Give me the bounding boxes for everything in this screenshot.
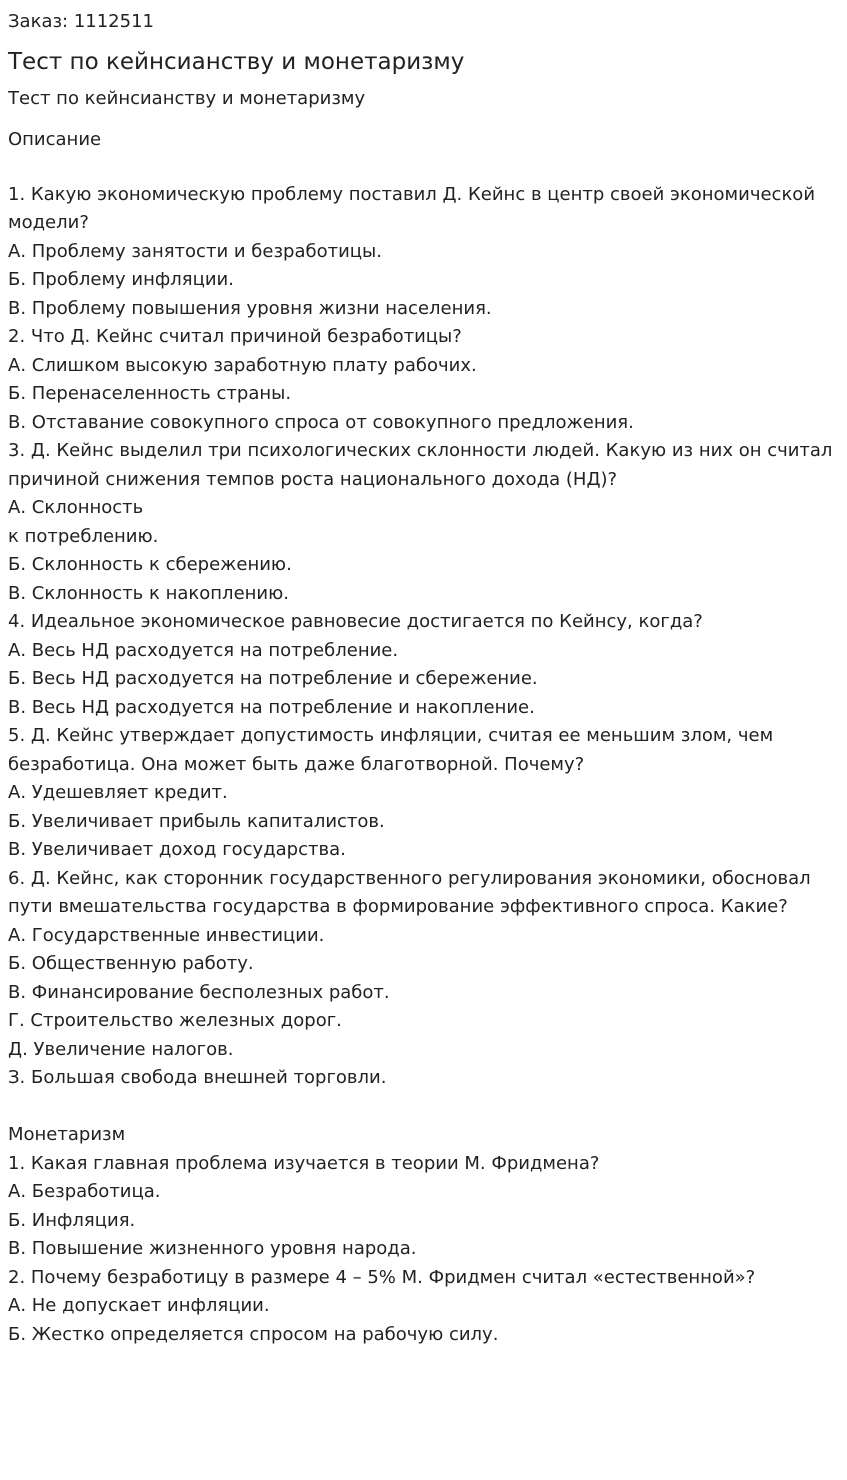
text-line: Б. Склонность к сбережению. — [8, 554, 292, 575]
text-line: В. Увеличивает доход государства. — [8, 839, 346, 860]
text-line: З. Большая свобода внешней торговли. — [8, 1067, 387, 1088]
text-line: В. Проблему повышения уровня жизни населения. — [8, 297, 492, 319]
text-line: 3. Д. Кейнс выделил три психологических склонности людей. Какую из них он считал причиной снижения темпов роста национального дохода (НД)? — [8, 440, 839, 490]
text-line: Б. Весь НД расходуется на потребление и сбережение. — [8, 668, 538, 689]
text-line: Д. Увеличение налогов. — [8, 1038, 234, 1060]
text-line: Б. Проблему инфляции. — [8, 269, 234, 290]
text-line: Б. Перенаселенность страны. — [8, 383, 292, 404]
text-line: А. Не допускает инфляции. — [8, 1295, 270, 1316]
text-line: Монетаризм — [8, 1124, 126, 1145]
text-line: Б. Увеличивает прибыль капиталистов. — [8, 810, 385, 832]
text-line: А. Склонность — [8, 497, 144, 518]
text-line: А. Безработица. — [8, 1181, 161, 1202]
text-line: В. Склонность к накоплению. — [8, 582, 289, 604]
text-line: 2. Почему безработицу в размере 4 – 5% М. Фридмен считал «естественной»? — [8, 1266, 756, 1288]
text-line: 4. Идеальное экономическое равновесие достигается по Кейнсу, когда? — [8, 611, 703, 632]
text-line: А. Государственные инвестиции. — [8, 924, 325, 946]
text-line: 1. Какую экономическую проблему поставил Д. Кейнс в центр своей экономической модели? — [8, 183, 821, 233]
text-line: к потреблению. — [8, 525, 159, 547]
text-line: А. Проблему занятости и безработицы. — [8, 240, 382, 262]
text-line: Б. Инфляция. — [8, 1209, 136, 1231]
text-line — [8, 152, 839, 181]
order-number: Заказ: 1112511 — [8, 11, 154, 32]
text-line — [8, 1093, 839, 1122]
text-line: В. Весь НД расходуется на потребление и накопление. — [8, 696, 535, 718]
text-line: 1. Какая главная проблема изучается в теории М. Фридмена? — [8, 1152, 600, 1174]
text-line: Б. Жестко определяется спросом на рабочую силу. — [8, 1323, 499, 1345]
text-line: А. Слишком высокую заработную плату рабочих. — [8, 354, 477, 376]
text-line: Г. Строительство железных дорог. — [8, 1010, 342, 1031]
subtitle: Тест по кейнсианству и монетаризму — [8, 88, 366, 109]
description-text — [8, 152, 839, 1349]
text-line: А. Удешевляет кредит. — [8, 782, 228, 803]
page-title: Тест по кейнсианству и монетаризму — [8, 49, 465, 75]
text-line: В. Повышение жизненного уровня народа. — [8, 1238, 417, 1259]
text-line: В. Отставание совокупного спроса от совокупного предложения. — [8, 411, 634, 433]
text-line: 6. Д. Кейнс, как сторонник государственного регулирования экономики, обосновал пути вмешательства государства в формирование эффективного спроса. Какие? — [8, 867, 817, 917]
text-line: 5. Д. Кейнс утверждает допустимость инфляции, считая ее меньшим злом, чем безработица. Она может быть даже благотворной. Почему? — [8, 725, 779, 775]
text-line: В. Финансирование бесполезных работ. — [8, 981, 390, 1003]
text-line: А. Весь НД расходуется на потребление. — [8, 639, 399, 661]
text-line: Б. Общественную работу. — [8, 953, 254, 974]
description-label: Описание — [8, 129, 102, 150]
text-line: 2. Что Д. Кейнс считал причиной безработицы? — [8, 326, 462, 347]
